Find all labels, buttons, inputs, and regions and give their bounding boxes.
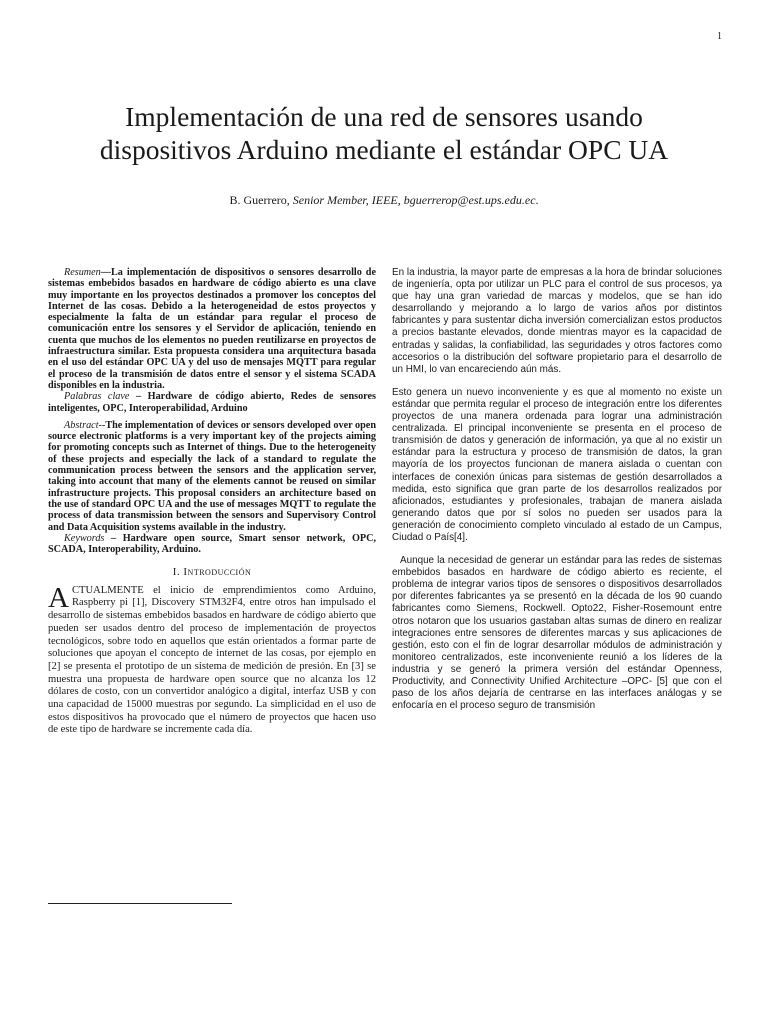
abstract-body: The implementation of devices or sensors developed over open source electronic platforms is a very important key of the projects aiming for promoting concepts such as Internet of things. Due to the heterogeneity of these projects and especially the lack of a standard to regulate the communication process between the sensors and the application server, taking into account that many of the elements cannot be reused on similar infrastructure projects. This proposal considers an architecture based on the use of standard OPC UA and the use of messages MQTT to regulate the process of data transmission between the sensors and Supervisory Control and Data Acquisition systems available in the industry. [48,419,376,533]
resumen-paragraph [48,267,376,391]
abstract-lead: Abstract-- [64,419,106,431]
right-paragraph-3: Aunque la necesidad de generar un estándar para las redes de sistemas embebidos basados en hardware de código abierto es reciente, el problema de integrar varios tipos de sensores o dispositivos desarrollados por diferentes fabricantes ya se presentó en la década de los 90 cuando fabricantes como Siemens, Rockwell. Opto22, Fisher-Rosemount entre otros notaron que los usuarios gastaban altas sumas de dinero en realizar integraciones entre sensores de diferentes marcas y sus aplicaciones de gestión, esto con el fin de lograr desarrollar módulos de administración y monitoreo centralizados, este inconveniente reunió a los líderes de la industria y se generó la primera versión del estándar Openness, Productivity, and Connectivity Unified Architecture –OPC- [5] que con el paso de los años dejaría de centrarse en las interfaces análogas y se enfocaría en el proceso seguro de transmisión [392,555,722,712]
right-paragraph-2: Esto genera un nuevo inconveniente y es que al momento no existe un estándar que permita regular el proceso de integración entre los diferentes proyectos de una manera ordenada para lograr una administración centralizada. El principal inconveniente se presenta en el proceso de transmisión de datos y generación de información, ya que al no existir un estándar para la estructura y proceso de transmisión de datos, la gran mayoría de los proyectos funcionan de manera aislada o cuentan con interfaces de conexión únicas para sistemas de gestión desarrollados a medida, esto significa que gran parte de los desarrollos realizados por aficionados, estudiantes y profesionales, trabajan de manera aislada generando datos que por sí solos no pueden ser usados para la generación de conocimiento completo vinculado al estado de un Campus, Ciudad o País[4]. [392,386,722,543]
keywords-body: – Hardware open source, Smart sensor network, OPC, SCADA, Interoperability, Arduino. [48,532,376,556]
intro-paragraph [48,581,376,737]
keywords-paragraph [48,533,376,556]
author-trailing: . [535,193,539,207]
author-name: B. Guerrero, [229,193,293,207]
right-paragraph-1: En la industria, la mayor parte de empresas a la hora de brindar soluciones de ingeniería, opta por utilizar un PLC para el control de sus procesos, ya que hay una gran variedad de marcas y modelos, que se han ido desarrollando y mejorando a lo largo de varios años por distintos fabricantes y para sustentar dicha inversión comercializan estos productos a precios bastante elevados, donde mientras mayor es la capacidad de entradas y salidas, la confiabilidad, las seguridades y otros factores como accesorios o la distribución del software propietario para el desarrollo de un HMI, lo van encareciendo aún más. [392,267,722,375]
keywords-lead: Keywords [64,532,105,544]
resumen-lead: Resumen [64,267,101,278]
resumen-body: —La implementación de dispositivos o sensores desarrollo de sistemas embebidos basados en hardware de código abierto es una clave muy importante en los proyectos destinados a promover los conceptos del Internet de las cosas. Debido a la heterogeneidad de estos proyectos y especialmente la falta de un estándar para regular el proceso de comunicación entre los sensores y el Servidor de aplicación, teniendo en cuenta que muchos de los elementos no pueden reutilizarse en proyectos de infraestructura similar. Esta propuesta considera una arquitectura basada en el uso del estándar OPC UA y del uso de mensajes MQTT para regular el proceso de la transmisión de datos entre el sensor y el sistema SCADA disponibles en la industria. [48,267,376,391]
drop-cap: A [48,581,69,614]
intro-lead-caps: CTUALMENTE [71,584,144,596]
page-number: 1 [717,31,722,42]
right-column [392,267,722,723]
left-column [48,267,376,737]
footnote-rule [48,903,232,904]
author-membership: Senior Member, IEEE, bguerrerop@est.ups.edu.ec [292,193,536,207]
palabras-clave-paragraph [48,391,376,414]
palabras-clave-lead: Palabras clave [64,391,130,403]
abstract-paragraph [48,420,376,533]
author-line [60,193,708,208]
section-title: Introducción [183,566,252,579]
section-numeral: I. [172,566,184,579]
palabras-clave-body: – Hardware de código abierto, Redes de sensores inteligentes, OPC, Interoperabilidad, Arduino [48,391,376,414]
intro-body: el inicio de emprendimientos como Arduino, Raspberry pi [1], Discovery STM32F4, entre otros han impulsado el desarrollo de sistemas embebidos basados en hardware de código abierto que pueden ser usados dentro del proceso de implementación de proyectos tecnológicos, sobre todo en aquellos que están orientados a formar parte de soluciones que apoyan el concepto de internet de las cosas, por ejemplo en [2] se presenta el prototipo de un sistema de medición de presión. En [3] se muestra una propuesta de hardware open source que no alcanza los 12 dólares de costo, con un convertidor analógico a digital, interfaz USB y con una capacidad de 15000 muestras por segundo. La simplicidad en el uso de estos dispositivos ha provocado que el número de proyectos que hacen uso de este tipo de hardware se incremente cada día. [48,584,376,736]
paper-title: Implementación de una red de sensores usando dispositivos Arduino mediante el estándar OPC UA [99,101,669,166]
section-heading-introduccion [48,567,376,578]
